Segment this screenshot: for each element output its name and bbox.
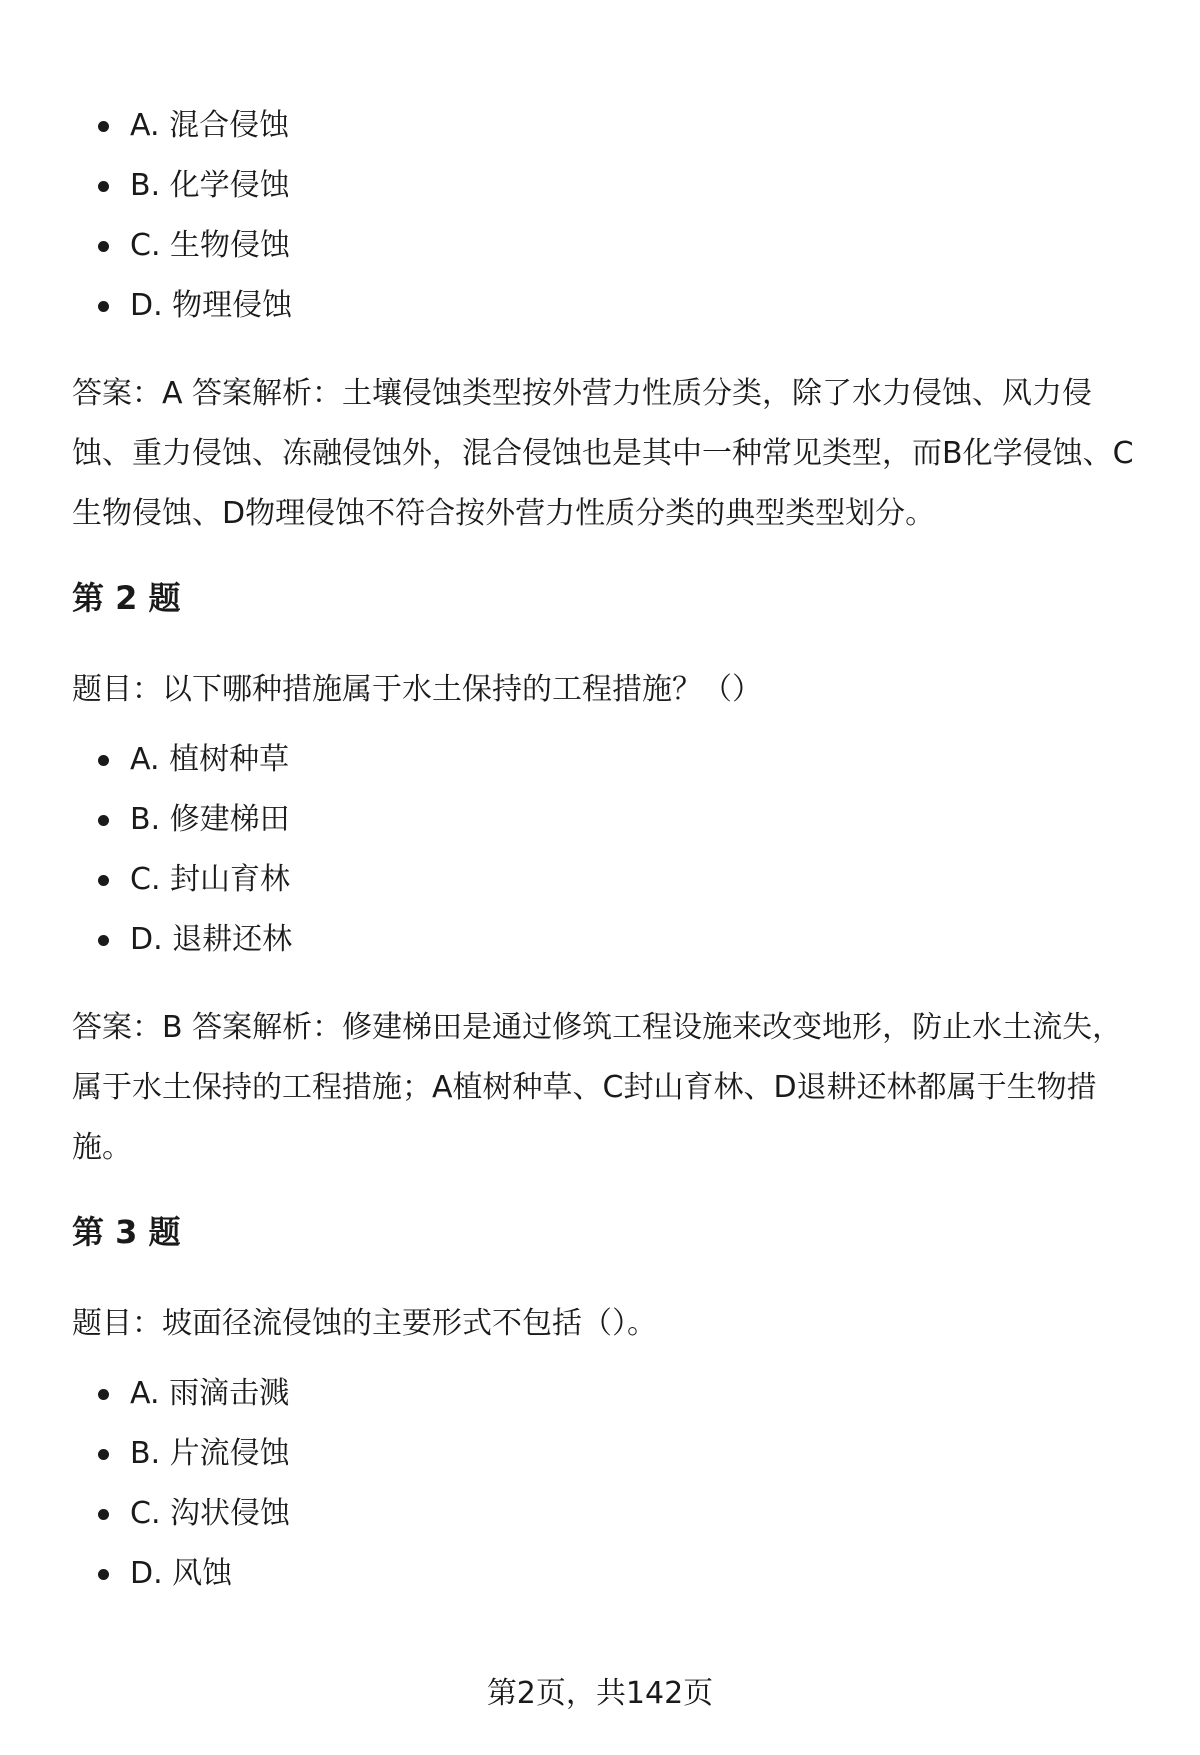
q1-option-b [72,156,1152,216]
option-text: A. 雨滴击溅 [130,1376,290,1411]
bullet-icon [98,755,109,766]
option-text: C. 沟状侵蚀 [130,1496,291,1531]
option-text: C. 封山育林 [130,862,291,897]
q2-option-d [72,910,1152,970]
bullet-icon [98,121,109,132]
option-text: A. 植树种草 [130,742,290,777]
option-text: D. 风蚀 [130,1556,233,1591]
bullet-icon [98,935,109,946]
q3-option-d [72,1544,1152,1604]
bullet-icon [98,815,109,826]
q2-option-b [72,790,1152,850]
bullet-icon [98,1569,109,1580]
q1-option-d [72,276,1152,336]
q1-options [72,96,1152,336]
bullet-icon [98,1449,109,1460]
option-text: D. 退耕还林 [130,922,293,957]
q2-option-c [72,850,1152,910]
bullet-icon [98,1509,109,1520]
bullet-icon [98,241,109,252]
page-number-footer: 第2页，共142页 [486,1676,714,1711]
page-content [72,96,1152,1604]
option-text: B. 片流侵蚀 [130,1436,290,1471]
bullet-icon [98,181,109,192]
q3-option-b [72,1424,1152,1484]
q2-options [72,730,1152,970]
option-text: C. 生物侵蚀 [130,228,291,263]
q3-option-c [72,1484,1152,1544]
option-text: A. 混合侵蚀 [130,108,290,143]
option-text: B. 化学侵蚀 [130,168,290,203]
bullet-icon [98,301,109,312]
q3-option-a [72,1364,1152,1424]
q1-option-c [72,216,1152,276]
q3-title: 第 3 题 [72,1213,181,1251]
q1-option-a [72,96,1152,156]
q2-answer: 答案：B 答案解析：修建梯田是通过修筑工程设施来改变地形，防止水土流失，属于水土保持的工程措施；A植树种草、C封山育林、D退耕还林都属于生物措施。 [72,1010,1123,1165]
bullet-icon [98,1389,109,1400]
option-text: D. 物理侵蚀 [130,288,293,323]
bullet-icon [98,875,109,886]
option-text: B. 修建梯田 [130,802,290,837]
q2-stem: 题目：以下哪种措施属于水土保持的工程措施？（） [72,672,762,707]
q3-stem: 题目：坡面径流侵蚀的主要形式不包括（）。 [72,1306,657,1341]
q1-answer: 答案：A 答案解析：土壤侵蚀类型按外营力性质分类，除了水力侵蚀、风力侵蚀、重力侵蚀、冻融侵蚀外，混合侵蚀也是其中一种常见类型，而B化学侵蚀、C生物侵蚀、D物理侵蚀不符合按外营力性质分类的典型类型划分。 [72,376,1134,531]
q3-options [72,1364,1152,1604]
q2-title: 第 2 题 [72,579,181,617]
q2-option-a [72,730,1152,790]
